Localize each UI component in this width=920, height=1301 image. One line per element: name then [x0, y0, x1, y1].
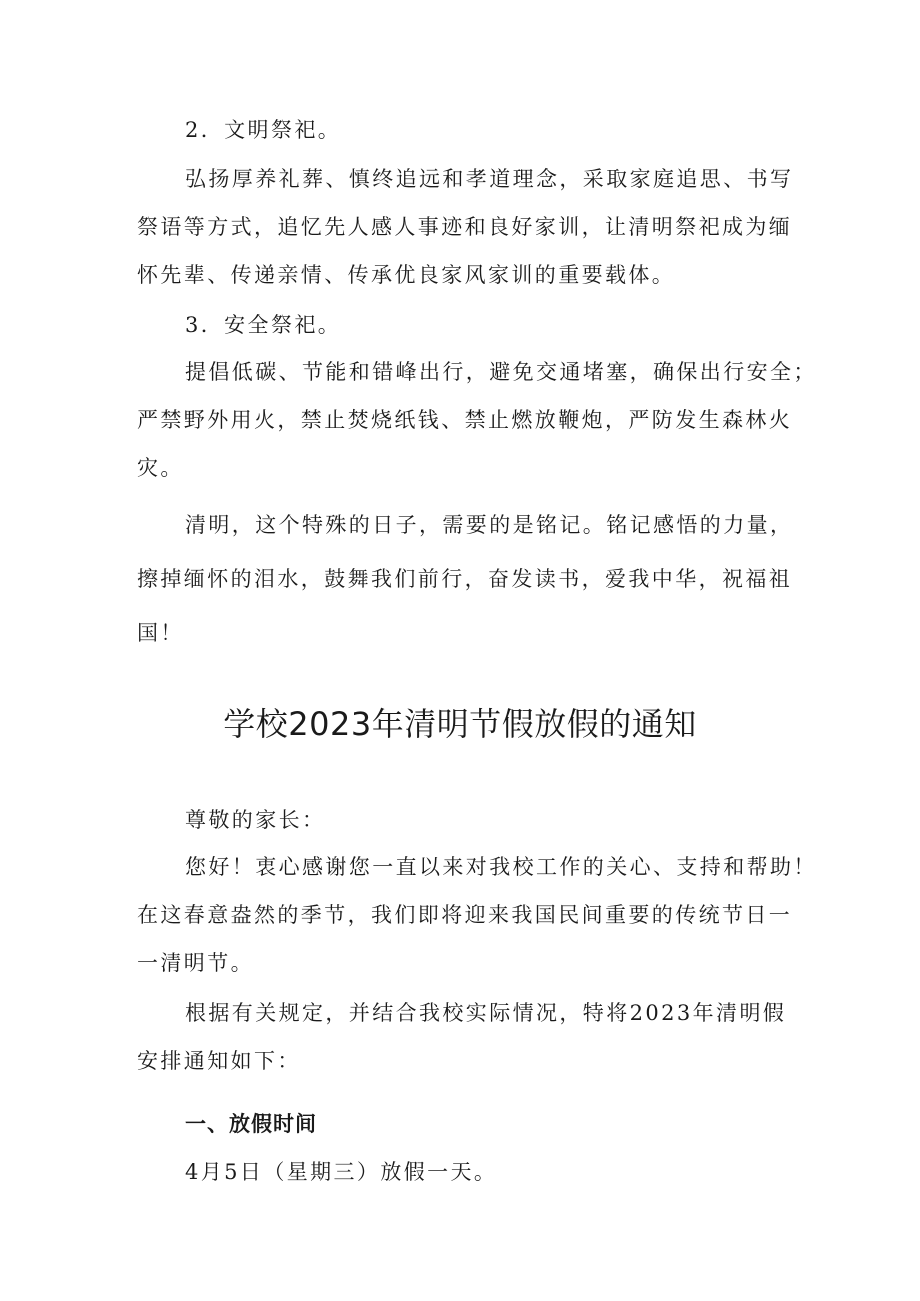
closing-paragraph	[137, 498, 797, 660]
section1-paragraph	[137, 1148, 797, 1196]
intro-paragraph	[137, 989, 797, 1085]
paragraph-line: 祭语等方式，追忆先人感人事迹和良好家训，让清明祭祀成为缅	[137, 215, 793, 239]
paragraph-line: 在这春意盎然的季节，我们即将迎来我国民间重要的传统节日一	[137, 903, 793, 927]
paragraph-line: 3．安全祭祀。	[185, 313, 342, 337]
paragraph-line: 您好！衷心感谢您一直以来对我校工作的关心、支持和帮助！	[185, 855, 817, 879]
paragraph-line: 根据有关规定，并结合我校实际情况，特将2023年清明假	[185, 1001, 787, 1025]
paragraph-line: 怀先辈、传递亲情、传承优良家风家训的重要载体。	[137, 263, 676, 287]
section3-heading	[137, 301, 797, 349]
paragraph-line: 弘扬厚养礼葬、慎终追远和孝道理念，采取家庭追思、书写	[185, 167, 794, 191]
paragraph-line: 灾。	[137, 456, 184, 480]
paragraph-line: 擦掉缅怀的泪水，鼓舞我们前行，奋发读书，爱我中华，祝福祖	[137, 567, 793, 591]
paragraph-line: 严禁野外用火，禁止焚烧纸钱、禁止燃放鞭炮，严防发生森林火	[137, 408, 793, 432]
section3-paragraph	[137, 348, 817, 492]
paragraph-line: 国！	[137, 621, 184, 645]
section2-paragraph	[137, 155, 797, 299]
paragraph-line: 4月5日（星期三）放假一天。	[185, 1160, 498, 1184]
paragraph-line: 提倡低碳、节能和错峰出行，避免交通堵塞，确保出行安全；	[185, 360, 817, 384]
salutation	[137, 796, 797, 844]
paragraph-line: 清明，这个特殊的日子，需要的是铭记。铭记感悟的力量，	[185, 513, 794, 537]
greeting-paragraph	[137, 843, 817, 987]
paragraph-line: 2．文明祭祀。	[185, 118, 342, 142]
paragraph-line: 尊敬的家长：	[185, 808, 326, 832]
paragraph-line: 一清明节。	[137, 951, 254, 975]
section1-heading: 一、放假时间	[185, 1112, 317, 1136]
paragraph-line: 安排通知如下：	[137, 1049, 301, 1073]
section2-heading	[137, 106, 797, 154]
notice-title: 学校2023年清明节假放假的通知	[223, 705, 697, 743]
